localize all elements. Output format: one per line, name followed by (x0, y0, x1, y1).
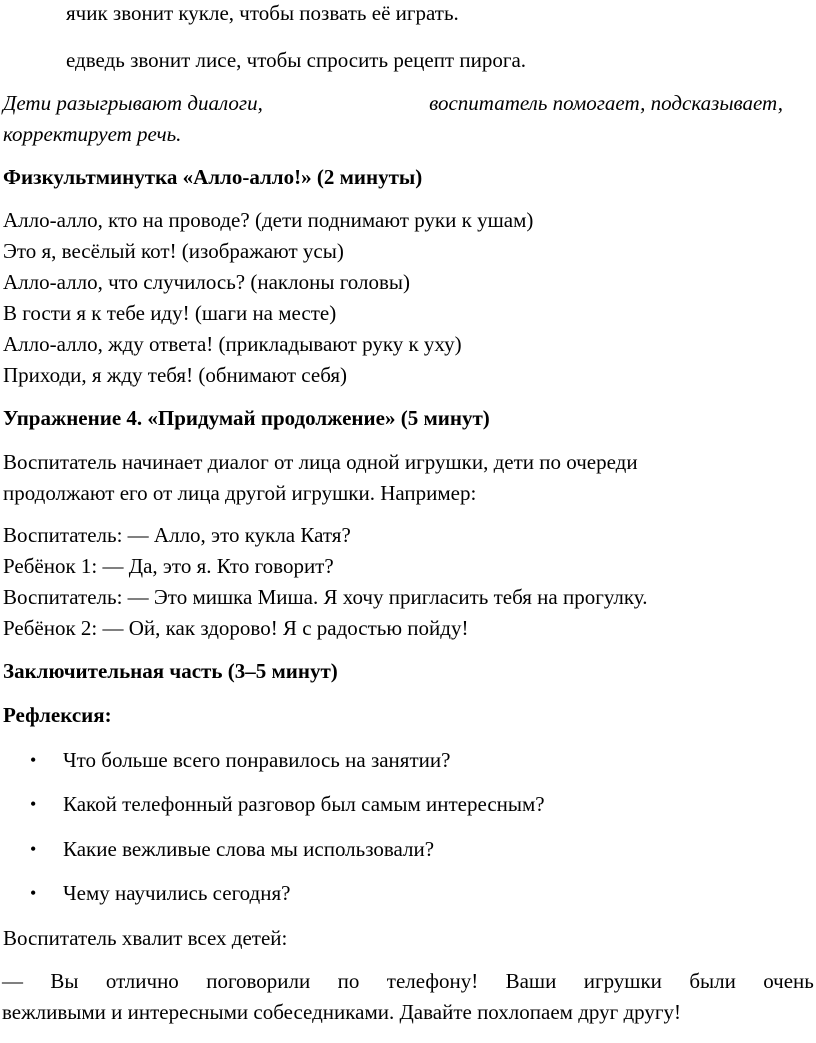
heading-text: Упражнение 4. «Придумай продолжение» (5 минут) (3, 406, 490, 430)
paragraph-top-2 (66, 45, 806, 76)
word: игрушки (583, 969, 662, 993)
dialog-line: Ребёнок 2: — Ой, как здорово! Я с радостью пойду! (3, 616, 469, 640)
praise-intro (3, 923, 813, 954)
dialog-note-part-1: Дети разыгрывают диалоги, (3, 91, 263, 115)
exercise4-intro (3, 447, 813, 509)
praise-line-1 (2, 966, 814, 997)
heading-text: Заключительная часть (3–5 минут) (3, 659, 338, 683)
word: — (2, 969, 23, 993)
list-item-text: Какие вежливые слова мы использовали? (63, 837, 435, 861)
praise-speech (2, 966, 814, 1028)
bullet-icon: • (30, 750, 37, 770)
dialog-note-line-2: корректирует речь. (3, 122, 182, 146)
exercise4-dialog (3, 520, 813, 644)
dialog-line: Ребёнок 1: — Да, это я. Кто говорит? (3, 554, 334, 578)
list-item-text: Какой телефонный разговор был самым интересным? (63, 792, 545, 816)
intro-line: Воспитатель начинает диалог от лица одной игрушки, дети по очереди (3, 450, 638, 474)
poem-line: Алло-алло, жду ответа! (прикладывают руку к уху) (3, 332, 462, 356)
text-line: едведь звонит лисе, чтобы спросить рецепт пирога. (66, 48, 527, 72)
bullet-icon: • (30, 839, 37, 859)
word: поговорили (206, 969, 311, 993)
dialog-note-part-2: воспитатель помогает, подсказывает, (429, 91, 783, 115)
heading-text: Рефлексия: (3, 703, 112, 727)
text-line: Воспитатель хвалит всех детей: (3, 926, 288, 950)
dialog-line: Воспитатель: — Это мишка Миша. Я хочу пригласить тебя на прогулку. (3, 585, 648, 609)
word: телефону! (386, 969, 479, 993)
list-item-text: Чему научились сегодня? (63, 881, 291, 905)
text-line: ячик звонит кукле, чтобы позвать её играть. (66, 1, 459, 25)
word: отлично (105, 969, 179, 993)
poem-line: Это я, весёлый кот! (изображают усы) (3, 239, 344, 263)
dialog-line: Воспитатель: — Алло, это кукла Катя? (3, 523, 351, 547)
intro-line: продолжают его от лица другой игрушки. Например: (3, 481, 477, 505)
word: Ваши (505, 969, 557, 993)
paragraph-top-1 (66, 0, 806, 29)
list-item-text: Что больше всего понравилось на занятии? (63, 748, 451, 772)
bullet-icon: • (30, 794, 37, 814)
dialog-note-line-1 (3, 88, 783, 119)
poem-line: Приходи, я жду тебя! (обнимают себя) (3, 363, 348, 387)
poem-line: В гости я к тебе иду! (шаги на месте) (3, 301, 337, 325)
word: Вы (50, 969, 79, 993)
bullet-icon: • (30, 883, 37, 903)
word: очень (763, 969, 814, 993)
fizminutka-heading (3, 162, 813, 193)
final-part-heading (3, 656, 813, 687)
word: были (689, 969, 736, 993)
reflection-heading (3, 700, 813, 731)
exercise4-heading (3, 403, 813, 434)
poem-line: Алло-алло, кто на проводе? (дети поднимают руки к ушам) (3, 208, 534, 232)
dialog-note (3, 88, 813, 150)
heading-text: Физкультминутка «Алло-алло!» (2 минуты) (3, 165, 423, 189)
word: по (337, 969, 360, 993)
praise-line-2: вежливыми и интересными собеседниками. Давайте похлопаем друг другу! (2, 1000, 681, 1024)
poem-line: Алло-алло, что случилось? (наклоны головы) (3, 270, 411, 294)
fizminutka-poem (3, 205, 813, 391)
